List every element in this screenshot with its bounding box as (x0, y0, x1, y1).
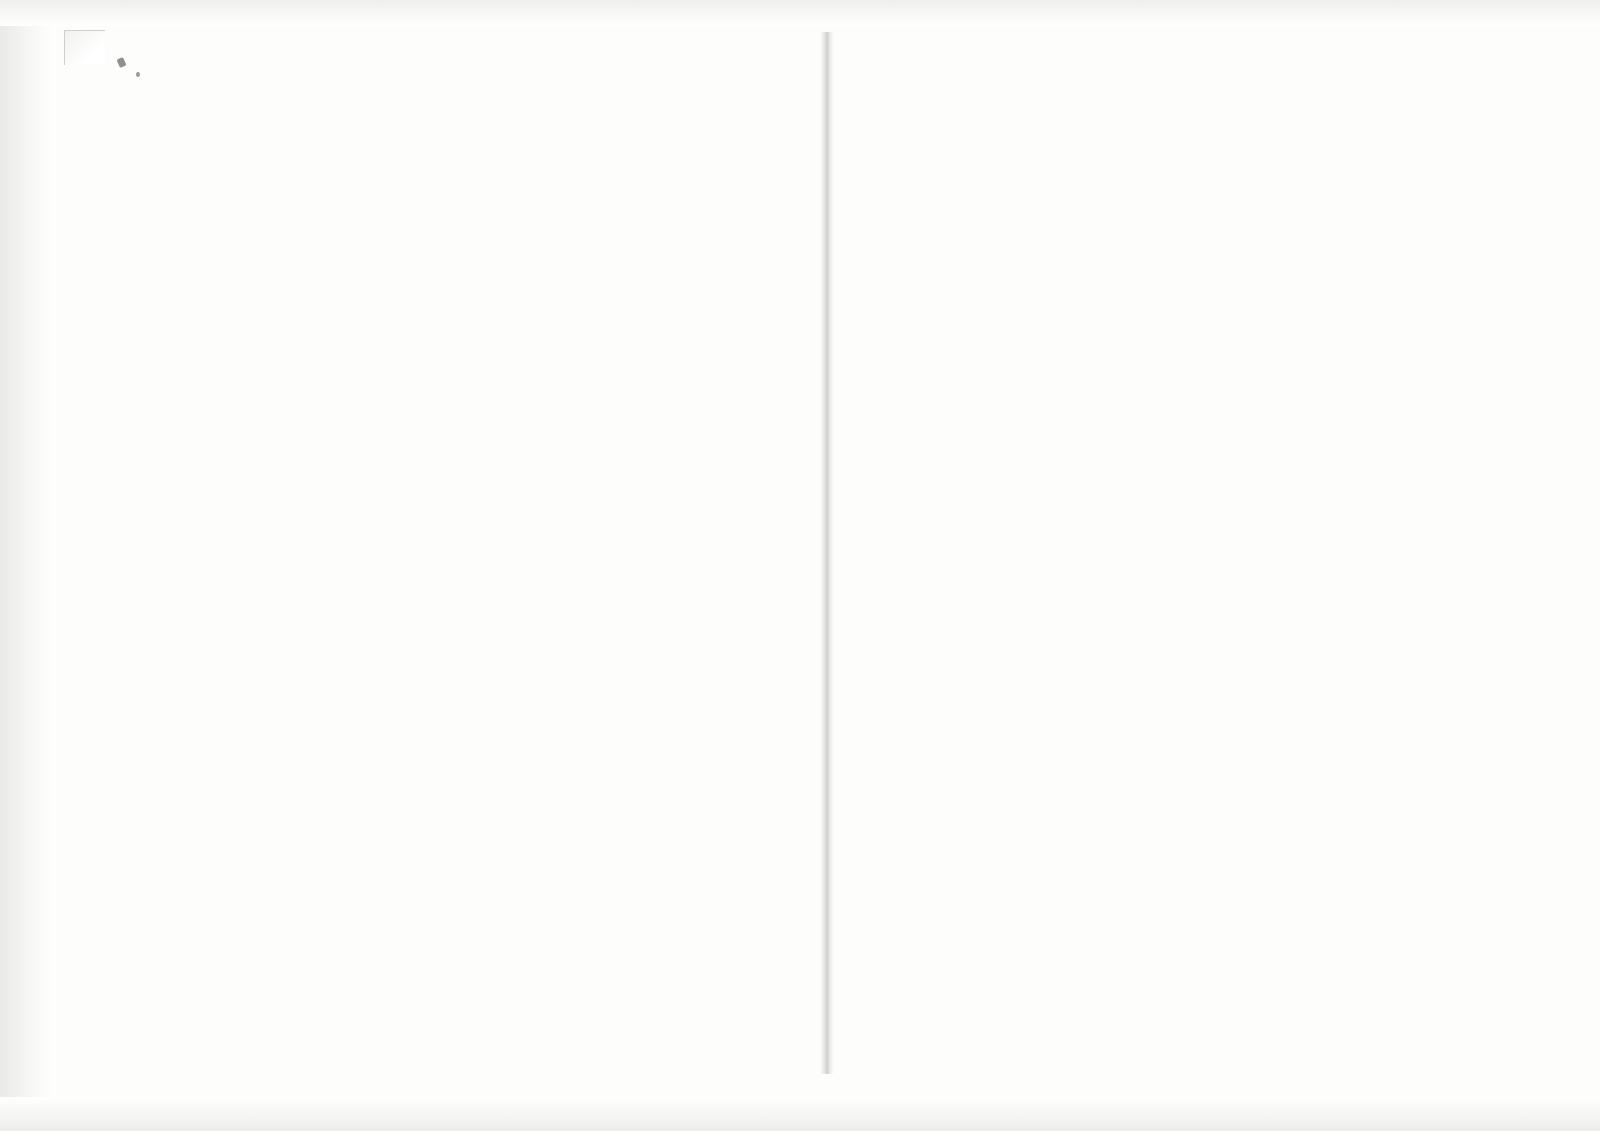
document-sheet (58, 22, 1578, 1092)
signature-block (94, 962, 794, 989)
ruled-lines (848, 80, 1588, 1080)
left-page-content (94, 118, 794, 998)
page-shadow-bottom (0, 1097, 1600, 1131)
page-shadow-left (0, 0, 56, 1131)
scan-artifact-speck (116, 57, 126, 68)
page-corner-fold (64, 30, 105, 65)
right-page-content (848, 80, 1588, 1080)
scan-artifact-speck-small (136, 72, 140, 77)
page-gutter (820, 32, 834, 1074)
